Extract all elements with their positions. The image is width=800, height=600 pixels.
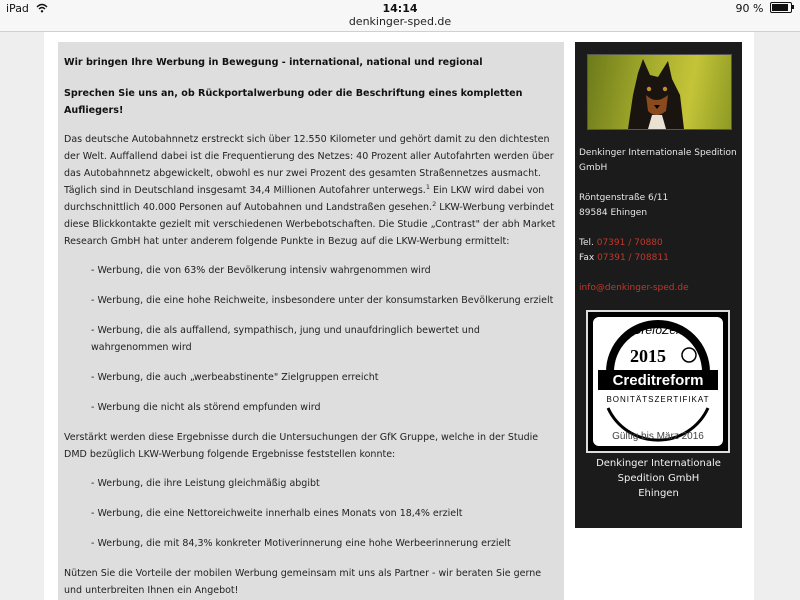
company-name-line1: Denkinger Internationale Spedition bbox=[579, 148, 737, 158]
footnote-2[interactable]: 2 bbox=[432, 199, 437, 208]
gfk-results-list bbox=[64, 475, 558, 552]
fax-number[interactable]: 07391 / 708811 bbox=[597, 253, 669, 263]
creditreform-seal bbox=[588, 312, 728, 451]
dog-illustration bbox=[588, 55, 731, 129]
email-link[interactable]: info@denkinger-sped.de bbox=[579, 283, 689, 293]
badge-caption-line: Denkinger Internationale bbox=[596, 458, 721, 469]
footnote-1[interactable]: 1 bbox=[425, 182, 430, 191]
badge-valid: Gültig bis März 2016 bbox=[612, 431, 704, 442]
phone-link[interactable]: 07391 / 70880 bbox=[596, 238, 663, 248]
clock: 14:14 bbox=[382, 2, 418, 15]
intro-paragraph bbox=[64, 131, 558, 250]
phone-row bbox=[579, 236, 739, 251]
badge-cert: BONITÄTSZERTIFIKAT bbox=[606, 395, 710, 404]
subheadline: Sprechen Sie uns an, ob Rückportalwerbung oder die Beschriftung eines kompletten Aufliegers! bbox=[64, 88, 523, 116]
badge-brand: Creditreform bbox=[612, 372, 704, 389]
main-content bbox=[58, 42, 564, 600]
badge-caption-line: Ehingen bbox=[638, 488, 679, 499]
closing-paragraph: Nützen Sie die Vorteile der mobilen Werbung gemeinsam mit uns als Partner - wir beraten Sie gerne und unterbreiten Ihnen ein Angebot! bbox=[64, 568, 542, 596]
badge-caption-line: Spedition GmbH bbox=[617, 473, 700, 484]
list-item: - Werbung, die eine Nettoreichweite innerhalb eines Monats von 18,4% erzielt bbox=[91, 508, 463, 519]
battery-indicator bbox=[736, 2, 792, 15]
contact-details bbox=[579, 146, 739, 296]
contact-sidebar bbox=[575, 42, 742, 528]
study-results-list bbox=[64, 262, 558, 416]
company-name-line2: GmbH bbox=[579, 163, 608, 173]
list-item: - Werbung, die von 63% der Bevölkerung intensiv wahrgenommen wird bbox=[91, 265, 431, 276]
fax-label: Fax bbox=[579, 253, 598, 263]
device-label: iPad bbox=[6, 2, 29, 15]
badge-caption bbox=[575, 456, 742, 501]
dog-photo bbox=[587, 54, 732, 130]
intro-text-2: Ein LKW wird dabei von durchschnittlich 40.000 Personen auf Autobahnen und Landstraßen gesehen. bbox=[64, 185, 545, 213]
intro-text-3: LKW-Werbung verbindet diese Blickkontakte gezielt mit verschiedenen Werbebotschaften. Die Studie „Contrast" der abh Market Research GmbH hat unter anderem folgende Punkte in Bezug auf die LKW-Werbung ermittelt: bbox=[64, 202, 556, 247]
battery-percent: 90 % bbox=[735, 2, 764, 15]
fax-row bbox=[579, 251, 739, 266]
ios-status-bar bbox=[0, 0, 800, 32]
badge-year: 2015 bbox=[630, 346, 666, 366]
creditreform-certificate-badge bbox=[586, 310, 730, 453]
battery-icon bbox=[770, 2, 792, 13]
list-item: - Werbung, die auch „werbeabstinente" Zielgruppen erreicht bbox=[91, 372, 379, 383]
badge-brand-top: CrefoZert bbox=[632, 323, 684, 337]
phone-label: Tel. bbox=[579, 238, 597, 248]
city-address: 89584 Ehingen bbox=[579, 208, 648, 218]
list-item: - Werbung die nicht als störend empfunden wird bbox=[91, 402, 321, 413]
list-item: - Werbung, die als auffallend, sympathisch, jung und unaufdringlich bewertet und wahrgenommen wird bbox=[91, 325, 480, 353]
street-address: Röntgenstraße 6/11 bbox=[579, 193, 669, 203]
list-item: - Werbung, die mit 84,3% konkreter Motiverinnerung eine hohe Werbeerinnerung erzielt bbox=[91, 538, 511, 549]
headline: Wir bringen Ihre Werbung in Bewegung - international, national und regional bbox=[64, 57, 483, 68]
gfk-paragraph: Verstärkt werden diese Ergebnisse durch die Untersuchungen der GfK Gruppe, welche in der Studie DMD bezüglich LKW-Werbung folgende Ergebnisse feststellen konnte: bbox=[64, 432, 539, 460]
intro-text-1: Das deutsche Autobahnnetz erstreckt sich über 12.550 Kilometer und gehört damit zu den dichtesten der Welt. Auffallend dabei ist die Frequentierung des Netzes: 40 Prozent aller Autofahrten werden über das Autobahnnetz abgewickelt, obwohl es nur zwei Prozent des gesamten Straßennetzes ausmacht. Täglich sind in Deutschland insgesamt 34,4 Millionen Autofahrer unterwegs. bbox=[64, 134, 554, 196]
list-item: - Werbung, die eine hohe Reichweite, insbesondere unter der konsumstarken Bevölkerung erzielt bbox=[91, 295, 554, 306]
list-item: - Werbung, die ihre Leistung gleichmäßig abgibt bbox=[91, 478, 320, 489]
address-bar-url[interactable]: denkinger-sped.de bbox=[348, 15, 452, 28]
